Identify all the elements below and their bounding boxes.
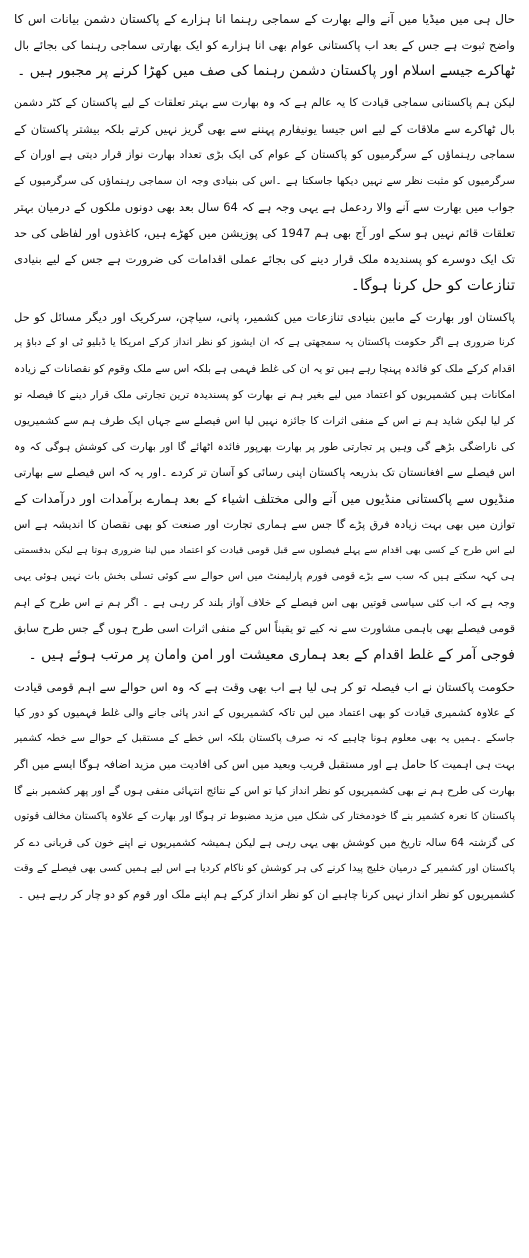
text-line: ہی کہہ سکتے ہیں کہ سب سے بڑے قومی فورم پارلیمنٹ میں اس حوالے سے کوئی تسلی بخش بات نہیں ہوئی یہی	[14, 571, 515, 582]
text-line: وجہ ہے کہ اب کئی سیاسی قوتیں بھی اس فیصلے کے خلاف آواز بلند کر رہی ہے ۔ اگر ہم نے اس طرح کے اہم	[14, 597, 515, 609]
text-line: پاکستان کا نعرہ کشمیر بنے گا خودمختار کی شکل میں مزید مضبوط تر ہوگا اور بھارت کے علاوہ پاکستان مخالف قوتوں	[14, 811, 515, 822]
text-line: کی گزشتہ 64 سالہ تاریخ میں کوشش بھی یہی رہی ہے لیکن ہمیشہ کشمیریوں نے اپنے خون کی قربانی دے کر	[14, 837, 515, 849]
text-line: منڈیوں سے پاکستانی منڈیوں میں آنے والی مختلف اشیاء کے بعد ہمارے برآمدات اور درآمدات کے	[14, 491, 515, 506]
text-line: بہت ہی اہمیت کا حامل ہے اور مستقبل قریب وبعید میں اس کی افادیت میں مزید اضافہ ہوگا ایسے میں اگر	[14, 758, 515, 771]
text-line: حال ہی میں میڈیا میں آنے والے بھارت کے سماجی رہنما انا ہزارے کے پاکستان دشمن بیانات اس کا	[14, 12, 515, 26]
text-line: امکانات ہیں کشمیریوں کو اعتماد میں لیے بغیر ہم نے بھارت کو پسندیدہ ترین تجارتی ملک قرار دینے کا فیصلہ تو	[14, 389, 515, 401]
text-line: کشمیریوں کو نظر انداز نہیں کرنا چاہیے ان کو نظر انداز کرکے ہم اپنے ملک اور قوم کو دو چار کر رہے ہیں ۔	[17, 888, 515, 901]
text-line: لیکن ہم پاکستانی سماجی قیادت کا یہ عالم ہے کہ وہ بھارت سے بہتر تعلقات کے لیے پاکستان کے کٹر دشمن	[14, 96, 515, 109]
text-line: تعلقات قائم نہیں ہو سکے اور آج بھی ہم 1947 کی پوزیشن میں کھڑے ہیں، کاغذوں اور لفاظی کی حد	[14, 226, 515, 240]
text-line: کرنا ضروری ہے اگر حکومت پاکستان یہ سمجھتی ہے کہ ان ایشوز کو نظر انداز کرکے امریکا یا ڈبلیو ٹی او کے دباؤ پر	[14, 337, 515, 348]
text-line: پاکستان اور کشمیر کے درمیان خلیج پیدا کرنے کی ہر کوشش کو ناکام کردیا ہے اس لیے ہمیں کسی بھی فیصلے کے وقت	[14, 863, 515, 874]
text-line: سماجی رہنماؤں کے سرگرمیوں کو پاکستان کے عوام کی ایک بڑی تعداد بھارت نواز قرار دیتی ہے اوران کے	[14, 148, 515, 161]
paragraph-3	[14, 304, 515, 668]
text-line: اقدام کرکے ملک کو فائدہ پہنچا رہے ہیں تو یہ ان کی غلط فہمی ہے بلکہ اس سے ملک وقوم کو نقصانات کے زیادہ	[14, 363, 515, 375]
text-line: جاسکے ۔ہمیں یہ بھی معلوم ہونا چاہیے کہ نہ صرف پاکستان بلکہ اس خطے کے مستقبل کے حوالے سے خطہ کشمیر	[14, 733, 515, 744]
text-line: حکومت پاکستان نے اب فیصلہ تو کر ہی لیا ہے اب بھی وقت ہے کہ وہ اس حوالے سے اہم قومی قیادت	[14, 680, 515, 694]
text-line: واضح ثبوت ہے جس کے بعد اب پاکستانی عوام بھی انا ہزارے کو ایک بھارتی سماجی رہنما کی بجائے بال	[14, 38, 515, 52]
text-line: ٹھاکرے جیسے اسلام اور پاکستان دشمن رہنما کی صف میں کھڑا کرنے پر مجبور ہیں ۔	[17, 63, 515, 79]
text-line: اس فیصلے سے افغانستان تک بذریعہ پاکستان اپنی رسائی کو آسان تر کردے ۔اور یہ کہ اس فیصلے سے بھارتی	[14, 466, 515, 479]
text-line: لیے اس طرح کے کسی بھی اقدام سے پہلے فیصلوں سے قبل قومی قیادت کو اعتماد میں لینا ضروری ہوتا ہے لیکن بدقسمتی	[14, 545, 515, 556]
text-line: کی ناراضگی بڑھے گی وہیں پر تجارتی طور پر بھارت بھرپور فائدہ اٹھائے گا اور بھارت کی کوشش ہوگی کہ وہ	[14, 441, 515, 453]
paragraph-2	[14, 90, 515, 298]
text-line: کے علاوہ کشمیری قیادت کو بھی اعتماد میں لیں تاکہ کشمیریوں کے اندر پائی جانے والی غلط فہمیوں کو دور کیا	[14, 707, 515, 719]
text-line: پاکستان اور بھارت کے مابین بنیادی تنازعات میں کشمیر، پانی، سیاچن، سرکریک اور دیگر مسائل کو حل	[14, 310, 515, 324]
text-line: بھارت کی طرح ہم نے بھی کشمیریوں کو نظر انداز کیا تو اس کے نتائج انتہائی منفی ہوں گے اور پھر کشمیر بنے گا	[14, 785, 515, 797]
text-line: بال ٹھاکرے سے ملاقات کے لیے اس جیسا یونیفارم پہننے سے بھی گریز نہیں کرتے بلکہ بیشتر پاکستان کے	[14, 122, 515, 136]
text-line: سرگرمیوں کو مثبت نظر سے نہیں دیکھا جاسکتا ہے ۔اس کی بنیادی وجہ ان سماجی رہنماؤں کی سرگرمیوں کے	[14, 175, 515, 187]
text-line: تنازعات کو حل کرنا ہوگا۔	[351, 276, 515, 294]
text-line: قومی فیصلے بھی باہمی مشاورت سے نہ کیے تو یقیناً اس کے منفی اثرات اسی طرح ہوں گے جس طرح سابق	[14, 622, 515, 635]
text-line: فوجی آمر کے غلط اقدام کے بعد ہماری معیشت اور امن وامان پر مرتب ہوئے ہیں ۔	[28, 647, 515, 663]
text-line: توازن میں بھی بہت زیادہ فرق پڑے گا جس سے ہماری تجارت اور صنعت کو بھی نقصان کا اندیشہ ہے اس	[14, 518, 515, 531]
text-line: تک ایک دوسرے کو پسندیدہ ملک قرار دینے کی بجائے عملی اقدامات کی ضرورت ہے جس کے لیے بنیادی	[14, 252, 515, 266]
text-line: جواب میں بھارت سے آنے والا ردعمل ہے یہی وجہ ہے کہ 64 سال بعد بھی دونوں ملکوں کے درمیان بہتر	[14, 200, 515, 214]
text-line: کر لیا لیکن شاید ہم نے اس کے منفی اثرات کا جائزہ نہیں لیا اس فیصلے سے جہاں ایک طرف ہم سے کشمیریوں	[14, 415, 515, 427]
paragraph-1	[14, 6, 515, 84]
paragraph-4	[14, 674, 515, 908]
